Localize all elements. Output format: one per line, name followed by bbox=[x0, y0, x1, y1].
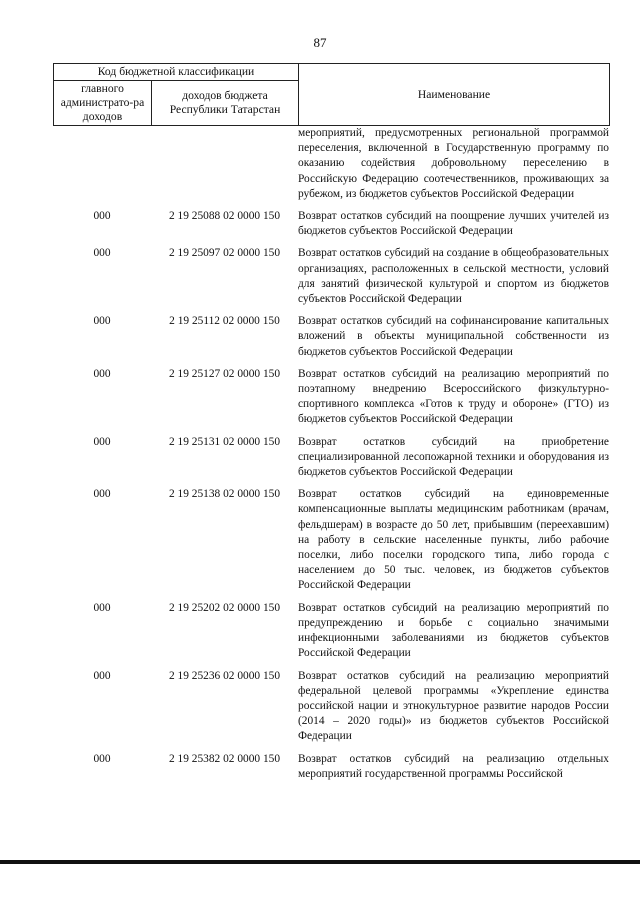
admin-code-cell: 000 bbox=[93, 488, 111, 501]
admin-code-cell: 000 bbox=[93, 669, 111, 682]
table-row bbox=[53, 669, 609, 745]
budget-code-cell: 2 19 25131 02 0000 150 bbox=[168, 435, 281, 448]
table-row bbox=[53, 246, 609, 307]
table-header bbox=[53, 63, 610, 126]
budget-code-cell: 2 19 25202 02 0000 150 bbox=[168, 601, 281, 614]
row-spacer bbox=[53, 662, 609, 669]
table-row bbox=[53, 367, 609, 428]
admin-code-cell: 000 bbox=[93, 601, 111, 614]
table-body bbox=[53, 126, 609, 782]
row-spacer bbox=[53, 202, 609, 209]
bottom-border-line bbox=[0, 860, 640, 864]
name-cell: Возврат остатков субсидий на приобретение специализированной лесопожарной техники и оборудования из бюджетов субъектов Российской Федерации bbox=[298, 435, 609, 479]
header-name-column: Наименование bbox=[299, 64, 610, 126]
row-spacer bbox=[53, 428, 609, 435]
name-cell: Возврат остатков субсидий на реализацию мероприятий федеральной целевой программы «Укрепление единства российской нации и этнокультурное развитие народов России (2014 – 2020 годы)» из бюджетов субъектов Российской Федерации bbox=[298, 669, 609, 743]
admin-code-cell: 000 bbox=[93, 315, 111, 328]
page-number: 87 bbox=[313, 35, 327, 50]
table-row bbox=[53, 435, 609, 481]
row-spacer bbox=[53, 239, 609, 246]
header-admin-column: главного администрато-ра доходов bbox=[54, 81, 152, 126]
name-cell: Возврат остатков субсидий на реализацию мероприятий по поэтапному внедрению Всероссийского физкультурно-спортивного комплекса «Готов к труду и обороне» (ГТО) из бюджетов субъектов Российской Федерации bbox=[298, 367, 609, 426]
budget-code-cell: 2 19 25127 02 0000 150 bbox=[168, 367, 281, 380]
admin-code-cell: 000 bbox=[93, 435, 111, 448]
table-row bbox=[53, 601, 609, 662]
row-spacer bbox=[53, 360, 609, 367]
name-cell: Возврат остатков субсидий на софинансирование капитальных вложений в объекты муниципальной собственности из бюджетов субъектов Российской Федерации bbox=[298, 315, 609, 358]
admin-code-cell: 000 bbox=[93, 367, 111, 380]
name-cell: Возврат остатков субсидий на поощрение лучших учителей из бюджетов субъектов Российской Федерации bbox=[298, 210, 609, 238]
admin-code-cell: 000 bbox=[93, 210, 111, 223]
table-row-continuation bbox=[53, 126, 609, 202]
name-cell: Возврат остатков субсидий на единовременные компенсационные выплаты медицинским работникам (врачам, фельдшерам) в возрасте до 50 лет, прибывшим (переехавшим) на работу в сельские населенные пункты, либо рабочие поселки, либо поселки городского типа, либо города с населением до 50 тыс. человек, из бюджетов субъектов Российской Федерации bbox=[298, 488, 609, 592]
header-code-column: доходов бюджета Республики Татарстан bbox=[152, 81, 299, 126]
row-spacer bbox=[53, 594, 609, 601]
admin-code-cell: 000 bbox=[93, 247, 111, 260]
table-row bbox=[53, 209, 609, 239]
admin-code-cell: 000 bbox=[93, 752, 111, 765]
budget-code-cell: 2 19 25138 02 0000 150 bbox=[168, 488, 281, 501]
budget-code-cell: 2 19 25088 02 0000 150 bbox=[168, 210, 281, 223]
budget-code-cell: 2 19 25112 02 0000 150 bbox=[169, 315, 280, 328]
budget-code-cell: 2 19 25236 02 0000 150 bbox=[168, 669, 281, 682]
budget-code-cell: 2 19 25097 02 0000 150 bbox=[168, 247, 281, 260]
budget-code-cell: 2 19 25382 02 0000 150 bbox=[168, 752, 281, 765]
table-row bbox=[53, 487, 609, 593]
table-row bbox=[53, 314, 609, 360]
name-cell: Возврат остатков субсидий на реализацию мероприятий по предупреждению и борьбе с социально значимыми инфекционными заболеваниями из бюджетов субъектов Российской Федерации bbox=[298, 601, 609, 660]
name-cell: Возврат остатков субсидий на реализацию отдельных мероприятий государственной программы Российской bbox=[298, 752, 609, 780]
table-row bbox=[53, 752, 609, 782]
header-group-label: Код бюджетной классификации bbox=[54, 64, 299, 81]
row-spacer bbox=[53, 480, 609, 487]
name-cell: Возврат остатков субсидий на создание в общеобразовательных организациях, расположенных в сельской местности, условий для занятий физической культурой и спортом из бюджетов субъектов Российской Федерации bbox=[298, 247, 609, 306]
row-spacer bbox=[53, 745, 609, 752]
row-spacer bbox=[53, 307, 609, 314]
name-cell: мероприятий, предусмотренных региональной программой переселения, включенной в Государственную программу по оказанию содействия добровольному переселению в Российскую Федерацию соотечественников, проживающих за рубежом, из бюджетов субъектов Российской Федерации bbox=[298, 127, 609, 200]
classification-table bbox=[53, 63, 609, 782]
